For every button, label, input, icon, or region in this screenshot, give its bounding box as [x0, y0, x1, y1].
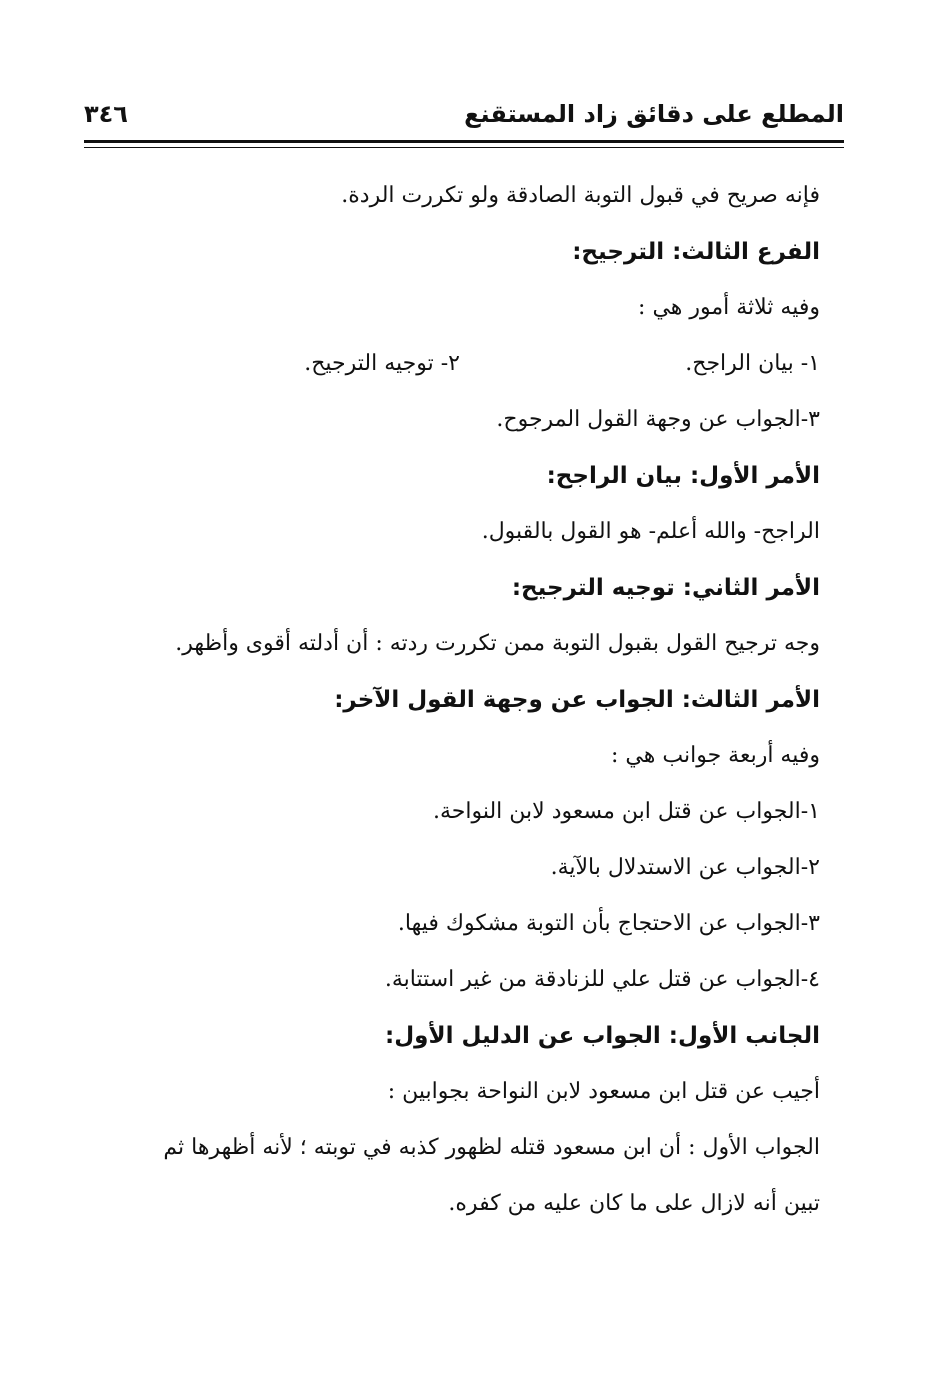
header-rule-thin	[84, 147, 844, 148]
list-item: ٢- توجيه الترجيح.	[304, 351, 460, 376]
page-body	[84, 168, 820, 1232]
list-item: ١-الجواب عن قتل ابن مسعود لابن النواحة.	[432, 799, 820, 824]
list-item: ٣-الجواب عن وجهة القول المرجوح.	[496, 407, 820, 432]
section-heading: الفرع الثالث: الترجيح:	[572, 239, 820, 265]
paragraph-line: الراجح- والله أعلم- هو القول بالقبول.	[481, 519, 820, 544]
section-heading: الأمر الأول: بيان الراجح:	[546, 463, 820, 489]
list-item: ٣-الجواب عن الاحتجاج بأن التوبة مشكوك فيها.	[397, 911, 820, 936]
list-item: ٤-الجواب عن قتل علي للزنادقة من غير استتابة.	[384, 967, 820, 992]
paragraph-line: وجه ترجيح القول بقبول التوبة ممن تكررت ردته : أن أدلته أقوى وأظهر.	[175, 631, 820, 656]
paragraph-line: فإنه صريح في قبول التوبة الصادقة ولو تكررت الردة.	[341, 183, 820, 208]
paragraph-line: تبين أنه لازال على ما كان عليه من كفره.	[448, 1191, 820, 1216]
paragraph-line: الجواب الأول : أن ابن مسعود قتله لظهور كذبه في توبته ؛ لأنه أظهرها ثم	[163, 1135, 820, 1160]
running-title: المطلع على دقائق زاد المستقنع	[464, 100, 844, 128]
section-heading: الجانب الأول: الجواب عن الدليل الأول:	[385, 1023, 820, 1049]
paragraph-line: وفيه ثلاثة أمور هي :	[638, 295, 820, 320]
list-row	[84, 336, 820, 392]
list-item: ٢-الجواب عن الاستدلال بالآية.	[550, 855, 820, 880]
header-rule	[84, 140, 844, 143]
paragraph-line: أجيب عن قتل ابن مسعود لابن النواحة بجوابين :	[387, 1079, 820, 1104]
paragraph-line: وفيه أربعة جوانب هي :	[611, 743, 820, 768]
section-heading: الأمر الثالث: الجواب عن وجهة القول الآخر:	[334, 687, 820, 713]
list-item: ١- بيان الراجح.	[685, 351, 820, 376]
page-number: ٣٤٦	[84, 100, 128, 128]
page-header	[84, 92, 844, 144]
section-heading: الأمر الثاني: توجيه الترجيح:	[511, 575, 820, 601]
